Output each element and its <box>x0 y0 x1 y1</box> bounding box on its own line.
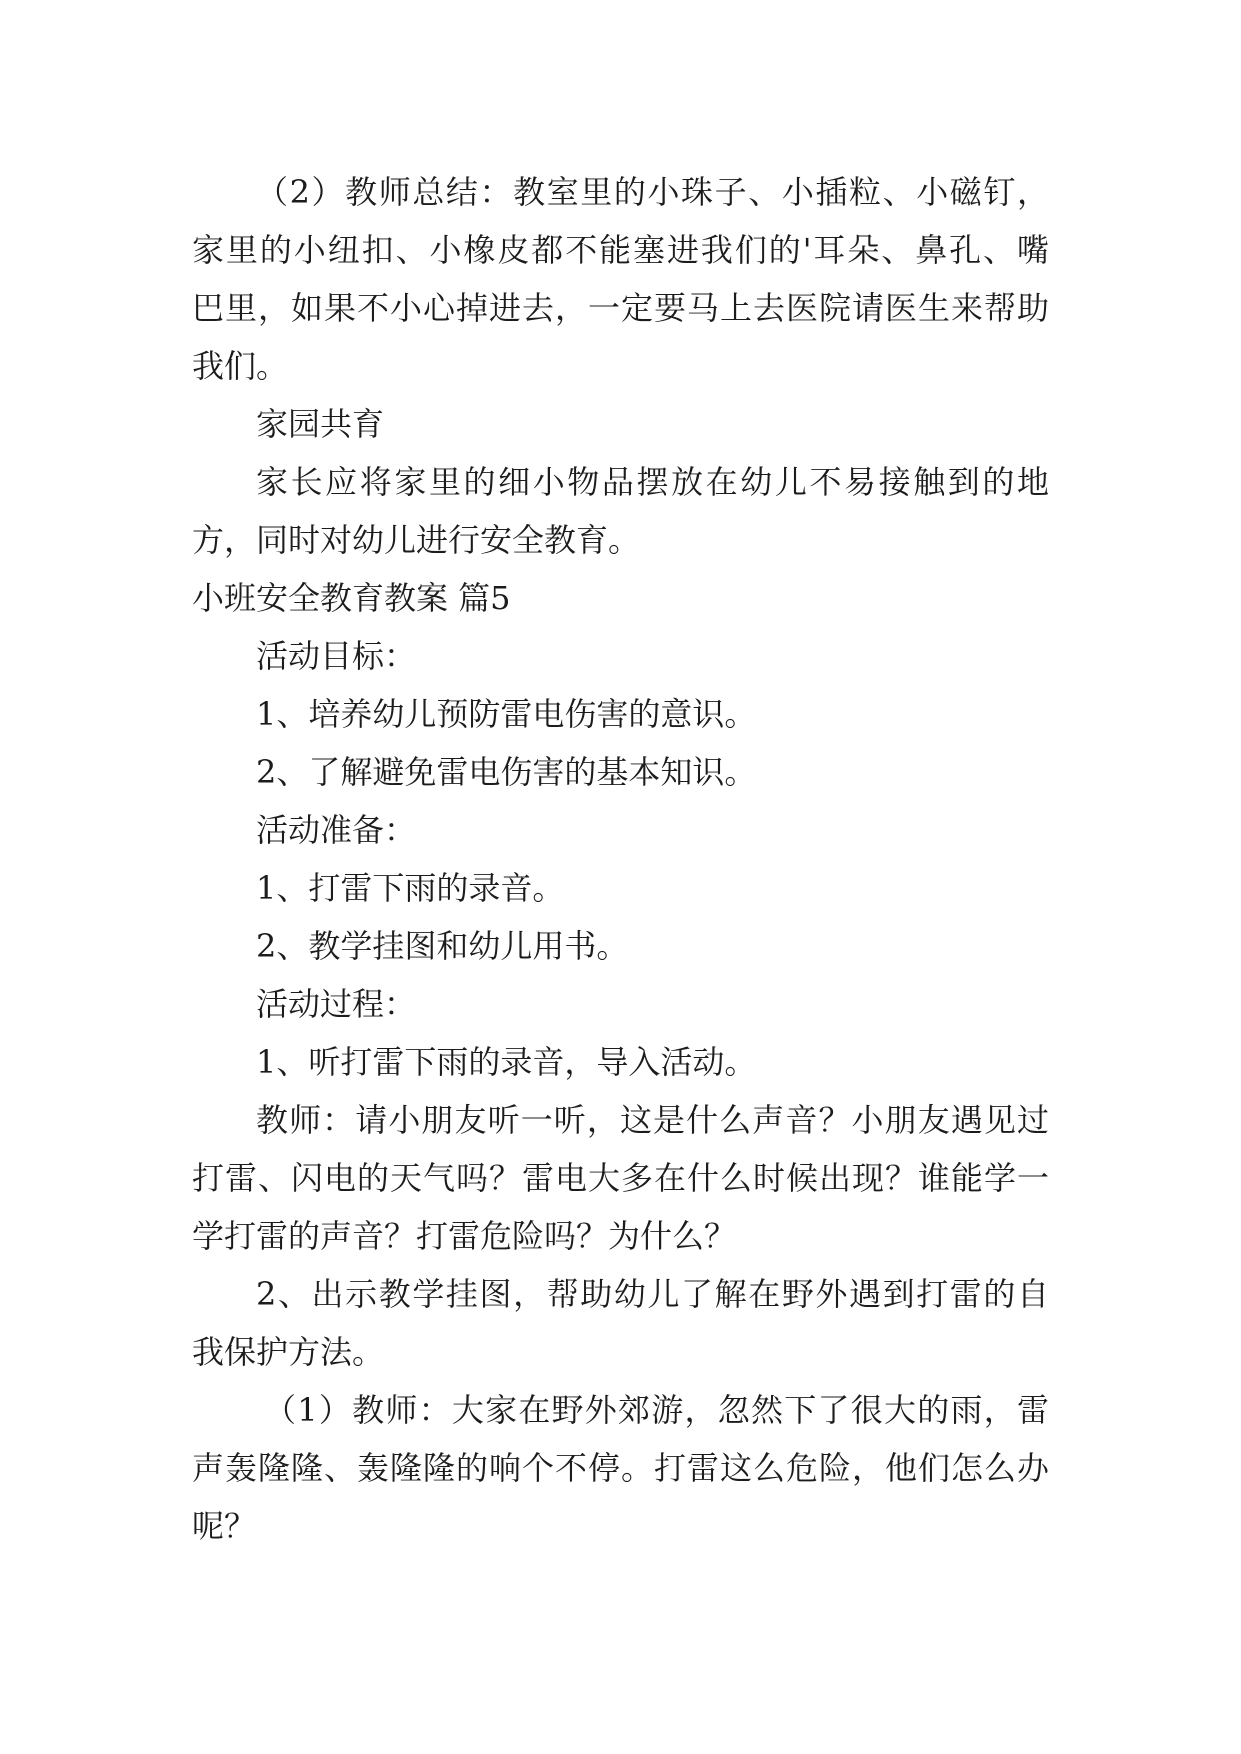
paragraph-line: 呢？ <box>192 1507 257 1545</box>
paragraph-line: 家里的小纽扣、小橡皮都不能塞进我们的'耳朵、鼻孔、嘴 <box>192 231 1049 269</box>
paragraph-line: 活动准备： <box>256 811 417 849</box>
list-item <box>192 917 1049 975</box>
paragraph-line: 家园共育 <box>256 405 385 443</box>
paragraph-teacher-summary <box>192 163 1049 395</box>
paragraph-activity-process-heading <box>192 975 1049 1033</box>
paragraph-home-school-body <box>192 453 1049 569</box>
paragraph-home-school-heading <box>192 395 1049 453</box>
paragraph-line: 巴里，如果不小心掉进去，一定要马上去医院请医生来帮助 <box>192 289 1049 327</box>
document-body <box>192 163 1049 1555</box>
paragraph-line: 1、打雷下雨的录音。 <box>256 869 565 907</box>
paragraph-line: 我保护方法。 <box>192 1333 385 1371</box>
list-item <box>192 1265 1049 1381</box>
paragraph-line: 声轰隆隆、轰隆隆的响个不停。打雷这么危险，他们怎么办 <box>192 1449 1049 1487</box>
list-item <box>192 1033 1049 1091</box>
paragraph-activity-prep-heading <box>192 801 1049 859</box>
paragraph-line: （1）教师：大家在野外郊游，忽然下了很大的雨，雷 <box>264 1391 1049 1429</box>
list-item <box>192 743 1049 801</box>
paragraph-line: （2）教师总结：教室里的小珠子、小插粒、小磁钉， <box>256 173 1049 211</box>
paragraph-line: 2、出示教学挂图，帮助幼儿了解在野外遇到打雷的自 <box>256 1275 1049 1313</box>
section-title: 小班安全教育教案 篇5 <box>192 579 511 617</box>
paragraph-line: 2、教学挂图和幼儿用书。 <box>256 927 629 965</box>
paragraph-line: 1、听打雷下雨的录音，导入活动。 <box>256 1043 757 1081</box>
paragraph-line: 活动过程： <box>256 985 417 1023</box>
list-item <box>192 859 1049 917</box>
list-item <box>192 685 1049 743</box>
paragraph-line: 我们。 <box>192 347 289 385</box>
paragraph-line: 1、培养幼儿预防雷电伤害的意识。 <box>256 695 757 733</box>
paragraph-line: 学打雷的声音？打雷危险吗？为什么？ <box>192 1217 737 1255</box>
paragraph-line: 家长应将家里的细小物品摆放在幼儿不易接触到的地 <box>256 463 1049 501</box>
paragraph-line: 打雷、闪电的天气吗？雷电大多在什么时候出现？谁能学一 <box>192 1159 1049 1197</box>
paragraph-teacher-scenario <box>192 1381 1049 1555</box>
paragraph-activity-goals-heading <box>192 627 1049 685</box>
paragraph-teacher-question <box>192 1091 1049 1265</box>
paragraph-line: 活动目标： <box>256 637 417 675</box>
paragraph-line: 方，同时对幼儿进行安全教育。 <box>192 521 641 559</box>
paragraph-line: 2、了解避免雷电伤害的基本知识。 <box>256 753 757 791</box>
paragraph-line: 教师：请小朋友听一听，这是什么声音？小朋友遇见过 <box>256 1101 1049 1139</box>
